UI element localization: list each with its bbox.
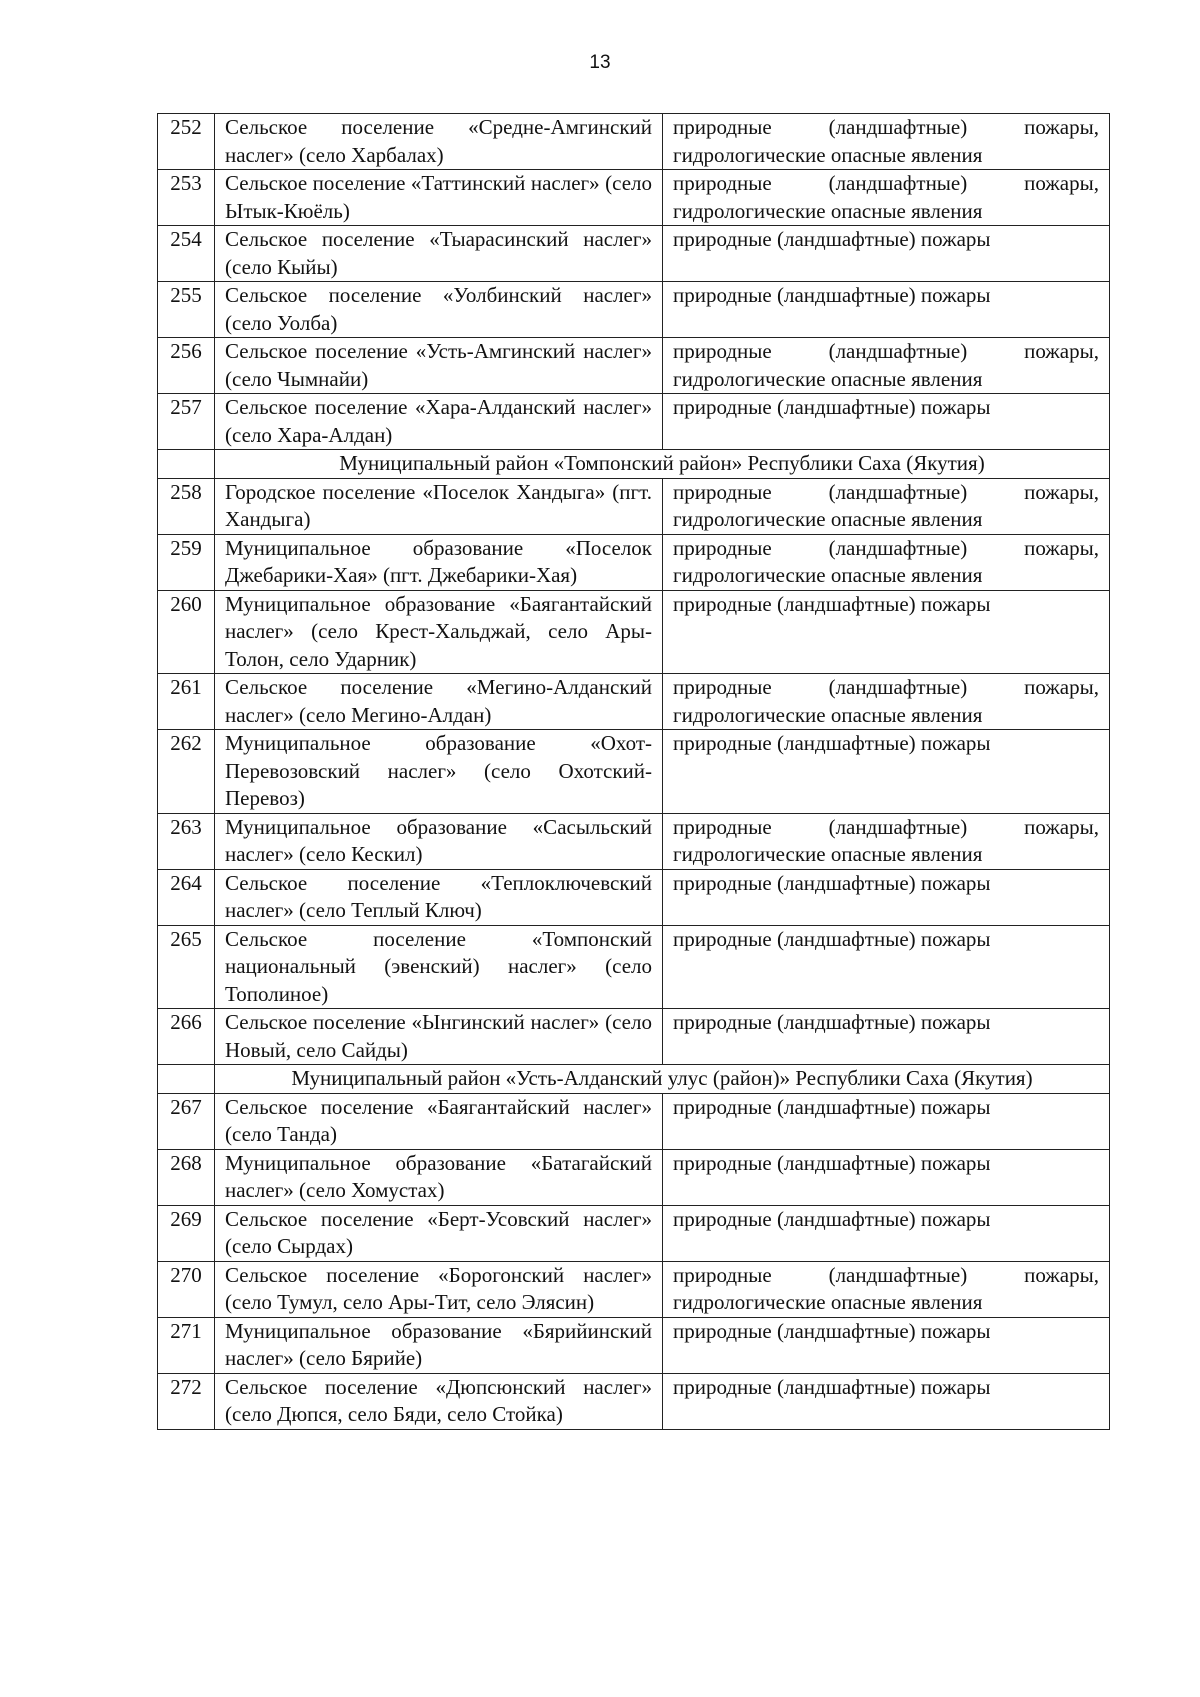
settlement-name: Муниципальное образование «Сасыльский наслег» (село Кескил) bbox=[215, 813, 663, 869]
settlement-name: Сельское поселение «Мегино-Алданский наслег» (село Мегино-Алдан) bbox=[215, 674, 663, 730]
hazard-description: природные (ландшафтные) пожары bbox=[663, 282, 1110, 338]
row-number: 266 bbox=[158, 1009, 215, 1065]
row-number: 271 bbox=[158, 1317, 215, 1373]
hazard-description: природные (ландшафтные) пожары bbox=[663, 1009, 1110, 1065]
table-row bbox=[158, 534, 1110, 590]
row-number: 258 bbox=[158, 478, 215, 534]
table-row bbox=[158, 478, 1110, 534]
settlement-name: Сельское поселение «Таттинский наслег» (село Ытык-Кюёль) bbox=[215, 170, 663, 226]
settlement-name: Сельское поселение «Ынгинский наслег» (село Новый, село Сайды) bbox=[215, 1009, 663, 1065]
settlement-name: Муниципальное образование «Батагайский наслег» (село Хомустах) bbox=[215, 1149, 663, 1205]
table-body bbox=[158, 114, 1110, 1430]
table-row bbox=[158, 590, 1110, 674]
row-number: 268 bbox=[158, 1149, 215, 1205]
hazard-description: природные (ландшафтные) пожары, гидрологические опасные явления bbox=[663, 478, 1110, 534]
settlements-table bbox=[157, 113, 1110, 1430]
section-title: Муниципальный район «Усть-Алданский улус (район)» Республики Саха (Якутия) bbox=[215, 1065, 1110, 1094]
section-header-row bbox=[158, 1065, 1110, 1094]
settlement-name: Сельское поселение «Уолбинский наслег» (село Уолба) bbox=[215, 282, 663, 338]
settlement-name: Муниципальное образование «Баягантайский наслег» (село Крест-Хальджай, село Ары-Толон, село Ударник) bbox=[215, 590, 663, 674]
section-number-cell bbox=[158, 1065, 215, 1094]
settlement-name: Муниципальное образование «Поселок Джебарики-Хая» (пгт. Джебарики-Хая) bbox=[215, 534, 663, 590]
row-number: 255 bbox=[158, 282, 215, 338]
section-number-cell bbox=[158, 450, 215, 479]
row-number: 252 bbox=[158, 114, 215, 170]
table-row bbox=[158, 1205, 1110, 1261]
table-row bbox=[158, 114, 1110, 170]
hazard-description: природные (ландшафтные) пожары bbox=[663, 1373, 1110, 1429]
row-number: 253 bbox=[158, 170, 215, 226]
table-row bbox=[158, 282, 1110, 338]
settlement-name: Сельское поселение «Усть-Амгинский наслег» (село Чымнайи) bbox=[215, 338, 663, 394]
hazard-description: природные (ландшафтные) пожары bbox=[663, 226, 1110, 282]
hazard-description: природные (ландшафтные) пожары bbox=[663, 394, 1110, 450]
row-number: 259 bbox=[158, 534, 215, 590]
settlement-name: Сельское поселение «Берт-Усовский наслег» (село Сырдах) bbox=[215, 1205, 663, 1261]
table-row bbox=[158, 226, 1110, 282]
table-row bbox=[158, 869, 1110, 925]
hazard-description: природные (ландшафтные) пожары bbox=[663, 730, 1110, 814]
hazard-description: природные (ландшафтные) пожары, гидрологические опасные явления bbox=[663, 674, 1110, 730]
hazard-description: природные (ландшафтные) пожары bbox=[663, 1149, 1110, 1205]
table-row bbox=[158, 394, 1110, 450]
hazard-description: природные (ландшафтные) пожары, гидрологические опасные явления bbox=[663, 114, 1110, 170]
settlement-name: Сельское поселение «Хара-Алданский наслег» (село Хара-Алдан) bbox=[215, 394, 663, 450]
row-number: 256 bbox=[158, 338, 215, 394]
settlement-name: Муниципальное образование «Бярийинский наслег» (село Бярийе) bbox=[215, 1317, 663, 1373]
row-number: 263 bbox=[158, 813, 215, 869]
table-row bbox=[158, 1093, 1110, 1149]
table-row bbox=[158, 1373, 1110, 1429]
row-number: 264 bbox=[158, 869, 215, 925]
settlement-name: Сельское поселение «Теплоключевский наслег» (село Теплый Ключ) bbox=[215, 869, 663, 925]
hazard-description: природные (ландшафтные) пожары bbox=[663, 590, 1110, 674]
hazard-description: природные (ландшафтные) пожары bbox=[663, 1205, 1110, 1261]
row-number: 261 bbox=[158, 674, 215, 730]
row-number: 267 bbox=[158, 1093, 215, 1149]
table-row bbox=[158, 1009, 1110, 1065]
table-row bbox=[158, 925, 1110, 1009]
table-row bbox=[158, 170, 1110, 226]
row-number: 254 bbox=[158, 226, 215, 282]
row-number: 269 bbox=[158, 1205, 215, 1261]
page-number: 13 bbox=[589, 52, 611, 73]
hazard-description: природные (ландшафтные) пожары bbox=[663, 869, 1110, 925]
hazard-description: природные (ландшафтные) пожары, гидрологические опасные явления bbox=[663, 534, 1110, 590]
settlement-name: Сельское поселение «Средне-Амгинский наслег» (село Харбалах) bbox=[215, 114, 663, 170]
settlement-name: Сельское поселение «Дюпсюнский наслег» (село Дюпся, село Бяди, село Стойка) bbox=[215, 1373, 663, 1429]
hazard-description: природные (ландшафтные) пожары, гидрологические опасные явления bbox=[663, 1261, 1110, 1317]
settlement-name: Сельское поселение «Баягантайский наслег» (село Танда) bbox=[215, 1093, 663, 1149]
section-title: Муниципальный район «Томпонский район» Республики Саха (Якутия) bbox=[215, 450, 1110, 479]
row-number: 270 bbox=[158, 1261, 215, 1317]
hazard-description: природные (ландшафтные) пожары, гидрологические опасные явления bbox=[663, 813, 1110, 869]
hazard-description: природные (ландшафтные) пожары, гидрологические опасные явления bbox=[663, 170, 1110, 226]
hazard-description: природные (ландшафтные) пожары bbox=[663, 1317, 1110, 1373]
row-number: 262 bbox=[158, 730, 215, 814]
table-row bbox=[158, 1261, 1110, 1317]
table-row bbox=[158, 338, 1110, 394]
section-header-row bbox=[158, 450, 1110, 479]
table-row bbox=[158, 1317, 1110, 1373]
hazard-description: природные (ландшафтные) пожары, гидрологические опасные явления bbox=[663, 338, 1110, 394]
hazard-description: природные (ландшафтные) пожары bbox=[663, 1093, 1110, 1149]
settlement-name: Муниципальное образование «Охот-Перевозовский наслег» (село Охотский-Перевоз) bbox=[215, 730, 663, 814]
table-row bbox=[158, 674, 1110, 730]
table-row bbox=[158, 813, 1110, 869]
row-number: 257 bbox=[158, 394, 215, 450]
table-row bbox=[158, 730, 1110, 814]
row-number: 272 bbox=[158, 1373, 215, 1429]
settlement-name: Сельское поселение «Борогонский наслег» (село Тумул, село Ары-Тит, село Элясин) bbox=[215, 1261, 663, 1317]
settlement-name: Городское поселение «Поселок Хандыга» (пгт. Хандыга) bbox=[215, 478, 663, 534]
table-row bbox=[158, 1149, 1110, 1205]
settlement-name: Сельское поселение «Тыарасинский наслег» (село Кыйы) bbox=[215, 226, 663, 282]
hazard-description: природные (ландшафтные) пожары bbox=[663, 925, 1110, 1009]
row-number: 265 bbox=[158, 925, 215, 1009]
row-number: 260 bbox=[158, 590, 215, 674]
settlement-name: Сельское поселение «Томпонский национальный (эвенский) наслег» (село Тополиное) bbox=[215, 925, 663, 1009]
